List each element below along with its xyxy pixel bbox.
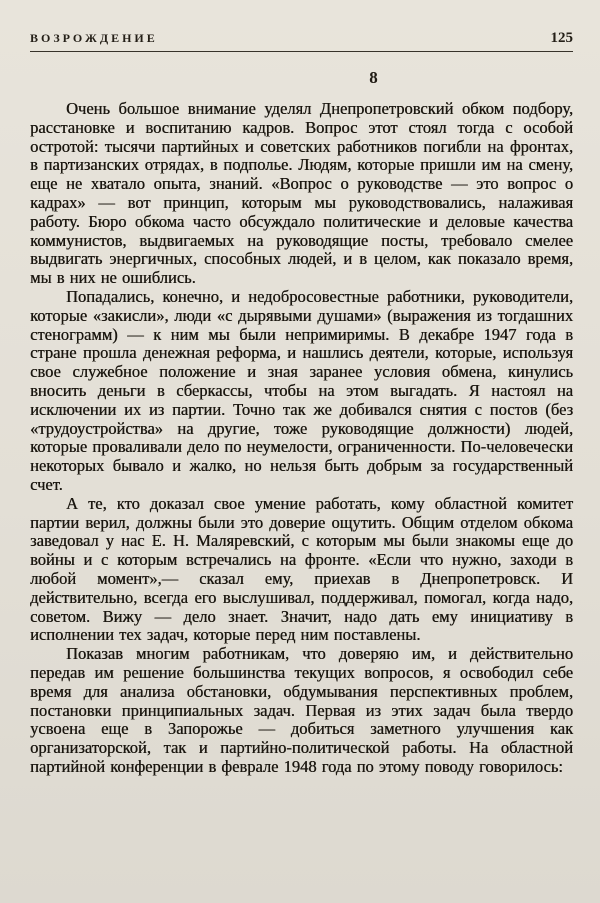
page-header — [30, 30, 573, 47]
header-rule — [30, 51, 573, 52]
paragraph: Показав многим работникам, что доверяю им, и действительно передав им решение большинства текущих вопросов, я освободил себе время для анализа обстановки, обдумывания перспективных проблем, постановки принципиальных задач. Первая из этих задач была твердо усвоена еще в Запорожье — добиться заметного улучшения как организаторской, так и партийно-политической работы. На областной партийной конференции в феврале 1948 года по этому поводу говорилось: — [30, 644, 573, 776]
paragraph: Попадались, конечно, и недобросовестные работники, руководители, которые «закисли», люди «с дырявыми душами» (выражения из тогдашних стенограмм) — к ним мы были непримиримы. В декабре 1947 года в стране прошла денежная реформа, и нашлись деятели, которые, используя свое служебное положение и зная заранее условия обмена, кинулись вносить деньги в сберкассы, чтобы на этом выгадать. Я настоял на исключении их из партии. Точно так же добивался снятия с постов (без «трудоустройства» на другие, тоже руководящие должности) людей, которые проваливали дело по неумелости, ограниченности. По-человечески некоторых бывало и жалко, но нельзя быть добрым за государственный счет. — [30, 286, 573, 494]
section-number: 8 — [369, 68, 378, 87]
running-title: ВОЗРОЖДЕНИЕ — [30, 31, 158, 45]
paragraph: А те, кто доказал свое умение работать, кому областной комитет партии верил, должны были это доверие ощутить. Общим отделом обкома заведовал у нас Е. Н. Маляревский, с которым мы были знакомы еще до войны и с которым встречались на фронте. «Если что нужно, заходи в любой момент»,— сказал ему, приехав в Днепропетровск. И действительно, всегда его выслушивал, поддерживал, помогал, когда надо, советом. Вижу — дело знает. Значит, надо дать ему инициативу в исполнении тех задач, которые перед ним поставлены. — [30, 493, 573, 645]
body-text — [30, 100, 573, 777]
page-number: 125 — [550, 30, 573, 46]
paragraph: Очень большое внимание уделял Днепропетровский обком подбору, расстановке и воспитанию кадров. Вопрос этот стоял тогда с особой остротой: тысячи партийных и советских работников погибли на фронтах, в партизанских отрядах, в подполье. Людям, которые пришли им на смену, еще не хватало опыта, знаний. «Вопрос о руководстве — это вопрос о кадрах» — вот принцип, которым мы руководствовались, налаживая работу. Бюро обкома часто обсуждало политические и деловые качества коммунистов, выдвигаемых на руководящие посты, требовало смелее выдвигать энергичных, способных людей, и в целом, как показало время, мы в них не ошиблись. — [30, 99, 573, 288]
